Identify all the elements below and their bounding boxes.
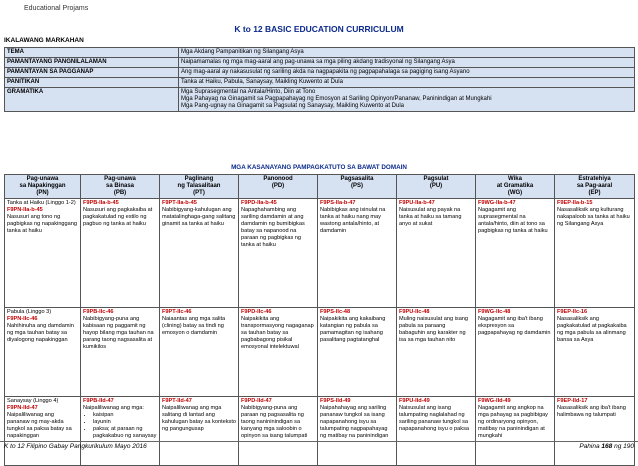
column-header-pb: Pag-unawa sa Binasa (PB) — [81, 175, 160, 199]
info-row-pamantayan-sa-pagganap — [5, 68, 635, 78]
table-cell-pn: Sanaysay (Linggo 4) F9PN-IId-47 Naipaliliwanag ang pananaw ng may-akda tungkol sa paksa batay sa napakinggan — [5, 397, 81, 466]
curriculum-info-table — [4, 47, 635, 112]
info-row-tema — [5, 48, 635, 58]
table-cell-pu: F9PU-IIc-48 Muling naisusulat ang isang pabula sa paraang babaguhin ang karakter ng isa sa mga tauhan nito — [397, 308, 476, 397]
info-value: Ang mag-aaral ay nakasusulat ng sariling akda na nagpapakita ng pagpapahalaga sa pagiging isang Asyano — [179, 68, 635, 78]
info-key: PAMANTAYANG PANGNILALAMAN — [5, 58, 179, 68]
info-key: PANITIKAN — [5, 78, 179, 88]
info-value: Naipamamalas ng mga mag-aaral ang pag-unawa sa mga piling akdang tradisyonal ng Silangang Asya — [179, 58, 635, 68]
info-value-lines — [179, 88, 635, 112]
table-cell-ps: F9PS-IIc-48 Naipakikita ang kakaibang katangian ng pabula sa pamamagitan ng isahang pasalitang pagtatanghal — [318, 308, 397, 397]
table-cell-ps: F9PS-IId-49 Naipahahayag ang sariling pananaw tungkol sa isang napapanahong isyu sa talumpating nagpapahayag ng matibay na paninindigan — [318, 397, 397, 466]
watermark-text: Educational Projams — [24, 5, 89, 12]
gramatika-line: Mga Pahayag na Ginagamit sa Pagpapahayag ng Emosyon at Sariling Opinyon/Pananaw, Paninindigan at Mungkahi — [181, 96, 492, 102]
table-cell-pu: F9PU-IId-49 Naisusulat ang isang talumpating naglalahad ng sariling pananaw tungkol sa napapanahong isyu o paksa — [397, 397, 476, 466]
table-cell-pd: F9PD-IIc-46 Naipakikita ang transpormasyong nagaganap sa tauhan batay sa pagbabagong pisikal emosyonal intelektuwal — [239, 308, 318, 397]
info-key: GRAMATIKA — [5, 88, 179, 112]
column-header-wg: Wika at Gramatika (WG) — [476, 175, 555, 199]
quarter-heading: IKALAWANG MARKAHAN — [4, 37, 84, 44]
info-value: Mga Akdang Pampanitikan ng Silangang Asya — [179, 48, 635, 58]
column-header-pd: Panonood (PD) — [239, 175, 318, 199]
table-cell-ep: F9EP-IIc-16 Nasasaliksik ang pagkakatulad at pagkakaiba ng mga pabula sa alinmang bansa sa Asya — [555, 308, 635, 397]
table-row — [5, 199, 635, 308]
info-row-pamantayang-pangnilalaman — [5, 58, 635, 68]
table-cell-ep: F9EP-IIa-b-15 Nasasaliksik ang kulturang nakapaloob sa tanka at haiku ng Silangang Asya — [555, 199, 635, 308]
document-title: K to 12 BASIC EDUCATION CURRICULUM — [234, 24, 404, 34]
section-title: MGA KASANAYANG PAMPAGKATUTO SA BAWAT DOMAIN — [231, 164, 407, 171]
table-header-row — [5, 175, 635, 199]
info-value: Tanka at Haiku, Pabula, Sanaysay, Maikling Kuwento at Dula — [179, 78, 635, 88]
table-cell-pn: Tanka at Haiku (Linggo 1-2) F9PN-IIa-b-45 Nasusuri ang tono ng pagbigkas ng napakinggang tanka at haiku — [5, 199, 81, 308]
table-cell-pb: F9PB-IIa-b-45 Nasusuri ang pagkakaiba at pagkakatulad ng estilo ng pagbuo ng tanka at haiku — [81, 199, 160, 308]
info-key: TEMA — [5, 48, 179, 58]
list-item: • kaisipan — [93, 412, 157, 419]
column-header-ps: Pagsasalita (PS) — [318, 175, 397, 199]
footer-document-name: K to 12 Filipino Gabay Pangkurikulum Mayo 2016 — [4, 443, 147, 450]
competency-table — [4, 174, 635, 466]
table-cell-pb: F9PB-IId-47 Naipaliliwanag ang mga: • kaisipan • layunin • paksa; at paraan ng pagkakabuo ng sanaysay — [81, 397, 160, 466]
gramatika-line: Mga Suprasegmental na Antala/Hinto, Diin at Tono — [181, 89, 316, 95]
table-cell-pd: F9PD-IIa-b-45 Napaghahambing ang sariling damdamin at ang damdamin ng bumibigkas batay sa napanood na paraan ng pagbigkas ng tanka at haiku — [239, 199, 318, 308]
table-cell-wg: F9WG-IIa-b-47 Nagagamit ang suprasegmental na antala/hinto, diin at tono sa pagbigkas ng tanka at haiku — [476, 199, 555, 308]
column-header-pt: Paglinang ng Talasalitaan (PT) — [160, 175, 239, 199]
footer-page-number: Pahina 168 ng 190 — [579, 443, 634, 450]
table-cell-ep: F9EP-IId-17 Nasasaliksik ang iba't ibang halimbawa ng talumpati — [555, 397, 635, 466]
info-row-panitikan — [5, 78, 635, 88]
table-cell-pt: F9PT-IIc-46 Naiaantas ang mga salita (clining) batay sa tindi ng emosyon o damdamin — [160, 308, 239, 397]
column-header-pn: Pag-unawa sa Napakinggan (PN) — [5, 175, 81, 199]
table-cell-pb: F9PB-IIc-46 Nabibigyang-puna ang kabisaan ng paggamit ng hayop bilang mga tauhan na parang taong nagsasalita at kumikilos — [81, 308, 160, 397]
table-cell-wg: F9WG-IIc-48 Nagagamit ang iba't ibang ekspresyon sa pagpapahayag ng damdamin — [476, 308, 555, 397]
table-row — [5, 397, 635, 466]
column-header-ep: Estratehiya sa Pag-aaral (EP) — [555, 175, 635, 199]
table-cell-pu: F9PU-IIa-b-47 Naisusulat ang payak na tanka at haiku sa tamang anyo at sukat — [397, 199, 476, 308]
gramatika-line: Mga Pang-ugnay na Ginagamit sa Pagsulat ng Sanaysay, Maikling Kuwento at Dula — [181, 103, 405, 109]
table-cell-pt: F9PT-IId-47 Naipaliliwanag ang mga salitang di lantad ang kahulugan batay sa konteksto ng pangungusap — [160, 397, 239, 466]
bullet-list — [83, 412, 157, 440]
column-header-pu: Pagsulat (PU) — [397, 175, 476, 199]
table-cell-pd: F9PD-IId-47 Nabibigyang-puna ang paraan ng pagsasalita ng taong nanininindigan sa kanyang mga saloobin o opinyon sa isang talumpati — [239, 397, 318, 466]
table-cell-ps: F9PS-IIa-b-47 Nabibigkas ang isinulat na tanka at haiku nang may wastong antala/hinto, at damdamin — [318, 199, 397, 308]
table-row — [5, 308, 635, 397]
info-key: PAMANTAYAN SA PAGGANAP — [5, 68, 179, 78]
table-cell-pt: F9PT-IIa-b-45 Nabibigyang-kahulugan ang matatalinghaga-gang salitang ginamit sa tanka at haiku — [160, 199, 239, 308]
list-item: • layunin — [93, 419, 157, 426]
page-footer — [0, 441, 638, 452]
list-item: • paksa; at paraan ng pagkakabuo ng sanaysay — [93, 426, 157, 440]
table-cell-wg: F9WG-IId-49 Nagagamit ang angkop na mga pahayag sa pagbibigay ng ordinaryong opinyon, matibay na paninindigan at mungkahi — [476, 397, 555, 466]
table-cell-pn: Pabula (Linggo 3) F9PN-IIc-46 Nahihinuha ang damdamin ng mga tauhan batay sa diyalogong napakinggan — [5, 308, 81, 397]
info-row-gramatika — [5, 88, 635, 112]
